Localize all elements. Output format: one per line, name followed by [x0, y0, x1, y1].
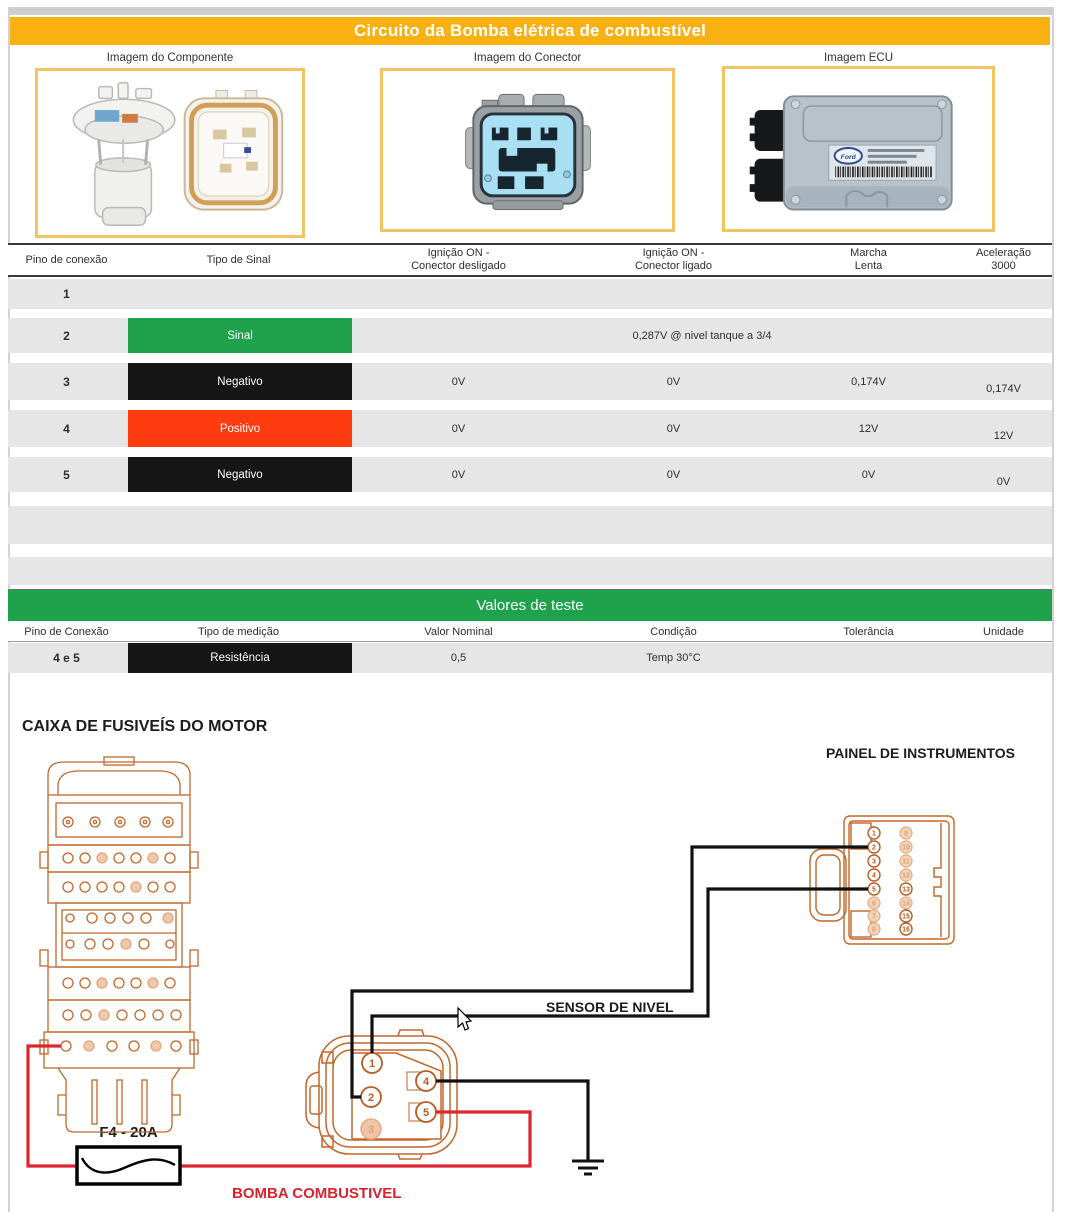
- svg-text:4: 4: [872, 872, 876, 880]
- signal-type-badge: Negativo: [128, 457, 352, 492]
- signal-type-badge: Negativo: [128, 363, 352, 400]
- value-unit: [955, 643, 1052, 673]
- svg-text:14: 14: [902, 900, 910, 908]
- svg-text:8: 8: [872, 926, 876, 934]
- wire-pump4-to-ground: [436, 1081, 588, 1160]
- instrument-panel-label: PAINEL DE INSTRUMENTOS: [826, 745, 1016, 761]
- fuel-pump-label: BOMBA COMBUSTIVEL: [232, 1185, 402, 1202]
- wire-fusebox-to-fuse: [28, 1046, 77, 1166]
- merged-value: 0,287V @ nivel tanque a 3/4: [632, 329, 772, 342]
- svg-text:9: 9: [904, 830, 908, 838]
- pin-number: 5: [63, 467, 70, 482]
- ecu-photo: [722, 66, 995, 232]
- test-table-row: [8, 643, 1052, 673]
- measure-type-badge: Resistência: [128, 643, 352, 673]
- table-row: [8, 318, 1052, 353]
- svg-text:10: 10: [902, 844, 910, 852]
- panel-pin-10: [900, 841, 912, 853]
- panel-pin-12: [900, 869, 912, 881]
- pin-number: 1: [63, 287, 70, 301]
- pump-pin-1: [362, 1053, 382, 1073]
- panel-pin-8: [868, 923, 880, 935]
- header-pin: Pino de conexão: [25, 254, 108, 266]
- header-pin: Pino de Conexão: [24, 625, 109, 638]
- signal-type-badge: Sinal: [128, 318, 352, 353]
- svg-text:7: 7: [872, 913, 876, 921]
- pin-number: 2: [63, 328, 70, 343]
- header-ign-on: Ignição ON - Conector ligado: [634, 247, 713, 272]
- header-measure-type: Tipo de medição: [198, 625, 279, 638]
- panel-pin-3: [868, 855, 880, 867]
- fuse-box-drawing: [40, 757, 198, 1132]
- svg-text:16: 16: [902, 926, 910, 934]
- svg-text:13: 13: [902, 886, 910, 894]
- value-idle: 12V: [858, 422, 879, 435]
- value-accel: 12V: [993, 429, 1014, 442]
- connector-image-caption: Imagem do Conector: [473, 52, 582, 64]
- panel-pin-15: [900, 910, 912, 922]
- wire-panel2-to-pump2: [352, 847, 868, 1097]
- ground-symbol: [572, 1161, 604, 1174]
- svg-text:5: 5: [422, 1107, 430, 1119]
- panel-pin-2: [868, 841, 880, 853]
- component-image-caption: Imagem do Componente: [106, 52, 234, 64]
- panel-pin-16: [900, 923, 912, 935]
- value-ign-on: 0V: [666, 422, 681, 435]
- empty-table-row: [8, 506, 1052, 544]
- signal-type-badge: Positivo: [128, 410, 352, 447]
- svg-text:6: 6: [872, 900, 876, 908]
- page-title: Circuito da Bomba elétrica de combustível: [10, 17, 1050, 45]
- svg-text:15: 15: [902, 913, 910, 921]
- svg-text:5: 5: [872, 886, 876, 894]
- component-photo: [35, 68, 305, 238]
- pin-number: 4: [63, 421, 70, 436]
- value-ign-on: 0V: [666, 468, 681, 481]
- svg-text:4: 4: [422, 1076, 430, 1088]
- header-condition: Condição: [650, 625, 697, 638]
- wire-panel5-to-pump1: [372, 889, 868, 1053]
- value-ign-off: 0V: [451, 422, 466, 435]
- pump-pin-4: [416, 1071, 436, 1091]
- value-tolerance: [782, 643, 955, 673]
- svg-text:11: 11: [902, 858, 910, 866]
- value-idle: 0,174V: [851, 375, 886, 388]
- table-row: [8, 410, 1052, 447]
- fuse-f4-symbol: [77, 1147, 180, 1184]
- panel-pin-13: [900, 883, 912, 895]
- panel-pin-11: [900, 855, 912, 867]
- table-row: [8, 279, 1052, 309]
- test-values-title-bar: Valores de teste: [8, 589, 1052, 621]
- header-idle: Marcha Lenta: [850, 247, 887, 272]
- signal-table-header: [8, 245, 1052, 275]
- ford-logo-text: Ford: [840, 153, 856, 161]
- pin-number: 4 e 5: [53, 651, 80, 665]
- panel-pin-14: [900, 897, 912, 909]
- table-row: [8, 457, 1052, 492]
- table-header-underline: [8, 275, 1052, 277]
- ecu-image: [725, 69, 992, 229]
- pump-pin-2: [361, 1087, 381, 1107]
- connector-front-image: [383, 71, 672, 229]
- panel-pin-7: [868, 910, 880, 922]
- empty-table-row: [8, 557, 1052, 585]
- frame-right-border: [1052, 7, 1054, 1212]
- svg-text:1: 1: [872, 830, 876, 838]
- svg-text:3: 3: [872, 858, 876, 866]
- svg-text:2: 2: [367, 1092, 375, 1104]
- pin-number: 3: [63, 374, 70, 389]
- svg-text:1: 1: [368, 1058, 376, 1070]
- level-sensor-label: SENSOR DE NIVEL: [546, 999, 674, 1015]
- test-table-header: [8, 622, 1052, 642]
- fuel-pump-module-image: [38, 71, 302, 235]
- panel-pin-9: [900, 827, 912, 839]
- value-accel: 0V: [996, 475, 1011, 488]
- svg-text:2: 2: [872, 844, 876, 852]
- panel-pin-4: [868, 869, 880, 881]
- value-ign-on: 0V: [666, 375, 681, 388]
- header-signal-type: Tipo de Sinal: [206, 254, 271, 266]
- mouse-cursor: [458, 1008, 471, 1030]
- panel-pin-6: [868, 897, 880, 909]
- value-nominal: 0,5: [450, 652, 467, 664]
- header-accel: Aceleração 3000: [975, 247, 1032, 272]
- panel-pin-1: [868, 827, 880, 839]
- wiring-diagram: [8, 740, 1052, 1210]
- svg-text:3: 3: [367, 1124, 375, 1136]
- instrument-panel-connector-drawing: [810, 816, 954, 944]
- header-nominal: Valor Nominal: [424, 625, 493, 638]
- value-condition: Temp 30°C: [646, 652, 701, 664]
- value-ign-off: 0V: [451, 468, 466, 481]
- table-row: [8, 363, 1052, 400]
- frame-top-border: [8, 7, 1054, 15]
- pump-pin-5: [416, 1102, 436, 1122]
- fusebox-label: CAIXA DE FUSIVEÍS DO MOTOR: [22, 718, 268, 735]
- header-tolerance: Tolerância: [843, 625, 894, 638]
- pump-pin-3: [361, 1119, 381, 1139]
- value-idle: 0V: [861, 468, 876, 481]
- value-accel: 0,174V: [986, 382, 1021, 395]
- ecu-image-caption: Imagem ECU: [823, 52, 894, 64]
- svg-text:12: 12: [902, 872, 910, 880]
- header-unit: Unidade: [983, 625, 1024, 638]
- header-ign-off: Ignição ON - Conector desligado: [411, 247, 506, 272]
- value-ign-off: 0V: [451, 375, 466, 388]
- fuse-rating-label: F4 - 20A: [99, 1124, 158, 1141]
- panel-pin-5: [868, 883, 880, 895]
- connector-photo: [380, 68, 675, 232]
